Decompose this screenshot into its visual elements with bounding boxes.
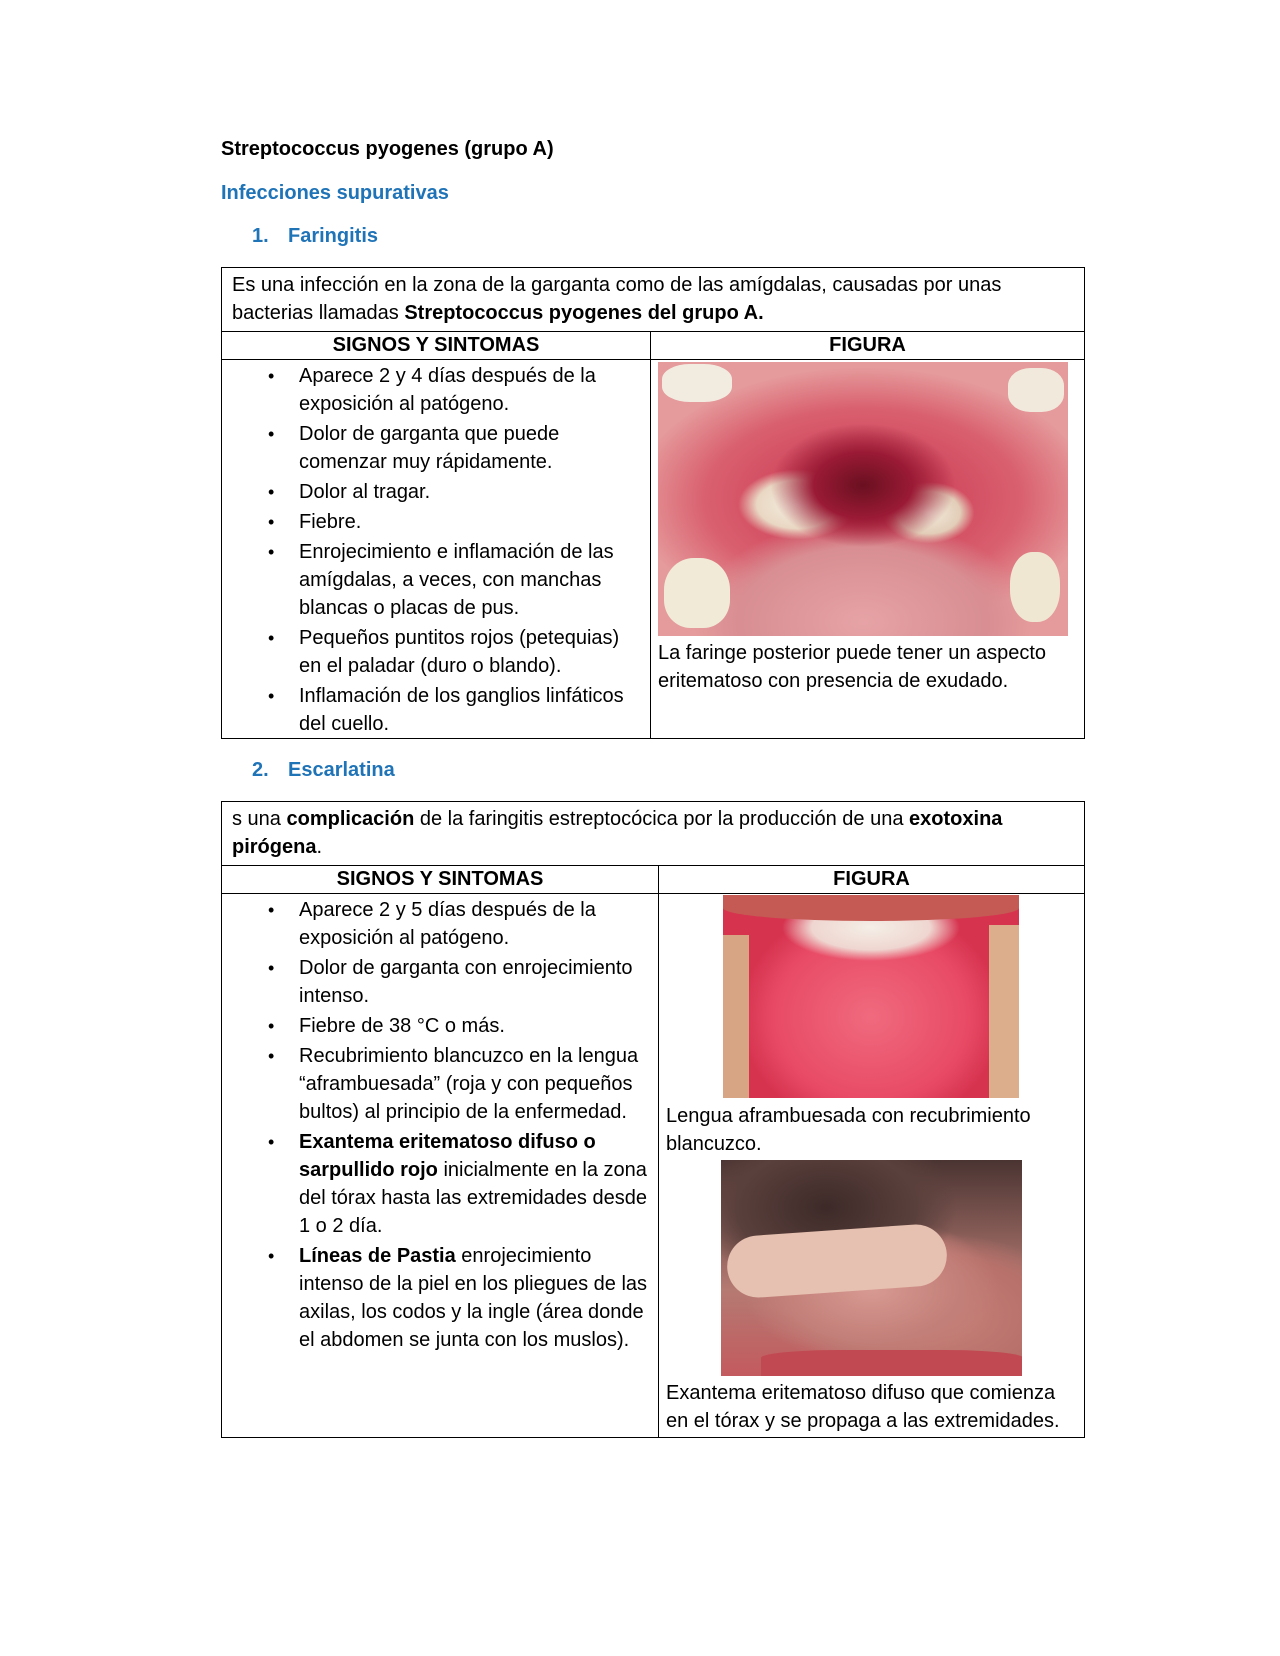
header-row xyxy=(222,866,1085,894)
list-item: • Dolor al tragar. xyxy=(222,478,650,506)
intro-bold-text: complicación xyxy=(286,808,415,830)
intro-row xyxy=(222,802,1085,866)
intro-text: Es una infección en la zona de la garganta como de las amígdalas, causadas por unas bacterias llamadas xyxy=(232,274,1002,324)
tooth-shape xyxy=(662,364,732,402)
pastia-text: enrojecimiento intenso de la piel en los pliegues de las axilas, los codos y la ingle (área donde el abdomen se junta con los muslos). xyxy=(299,1245,648,1351)
escarlatina-intro xyxy=(222,802,1085,866)
tooth-shape xyxy=(664,558,730,628)
intro-row xyxy=(222,268,1085,332)
figure-caption-tongue: Lengua aframbuesada con recubrimiento blancuzco. xyxy=(666,1105,1031,1155)
faringitis-table xyxy=(221,267,1085,739)
intro-bold-text: Streptococcus pyogenes del grupo A. xyxy=(404,302,764,324)
rash-bold-text: Exantema eritematoso difuso o sarpullido rojo xyxy=(299,1131,596,1181)
tooth-shape xyxy=(1010,552,1060,622)
skin-shape xyxy=(989,925,1019,1098)
figure-cell xyxy=(651,360,1085,739)
rash-text: inicialmente en la zona del tórax hasta las extremidades desde 1 o 2 día. xyxy=(299,1159,647,1237)
document-title: Streptococcus pyogenes (grupo A) xyxy=(221,138,554,160)
intro-text: de la faringitis estreptocócica por la producción de una xyxy=(414,808,910,830)
rash-photo xyxy=(721,1160,1022,1376)
list-item: • Inflamación de los ganglios linfáticos del cuello. xyxy=(222,682,650,738)
intro-text: s una xyxy=(232,808,287,830)
heading-faringitis xyxy=(252,225,378,248)
header-row xyxy=(222,332,1085,360)
col-header-signs: SIGNOS Y SINTOMAS xyxy=(222,332,651,360)
col-header-signs: SIGNOS Y SINTOMAS xyxy=(222,866,659,894)
list-item: • Enrojecimiento e inflamación de las amígdalas, a veces, con manchas blancas o placas de pus. xyxy=(222,538,650,622)
content-row xyxy=(222,894,1085,1438)
list-item: • Pequeños puntitos rojos (petequias) en el paladar (duro o blando). xyxy=(222,624,650,680)
intro-bold-text: exotoxina pirógena xyxy=(232,808,1003,858)
heading-number: 1. xyxy=(252,225,269,247)
col-header-figure: FIGURA xyxy=(659,866,1085,894)
tooth-shape xyxy=(1008,368,1064,412)
intro-text: . xyxy=(316,836,323,858)
list-item: • Dolor de garganta que puede comenzar muy rápidamente. xyxy=(222,420,650,476)
heading-text: Faringitis xyxy=(288,225,379,247)
figure-caption: La faringe posterior puede tener un aspecto eritematoso con presencia de exudado. xyxy=(658,642,1047,692)
list-item: • Fiebre de 38 °C o más. xyxy=(222,1012,658,1040)
skin-shape xyxy=(723,935,749,1098)
throat-photo xyxy=(658,362,1068,636)
cloth-shape xyxy=(761,1350,1022,1376)
list-item: • Fiebre. xyxy=(222,508,650,536)
lip-shape xyxy=(723,895,1019,921)
list-item xyxy=(222,1128,658,1240)
symptoms-cell xyxy=(222,894,659,1438)
tongue-photo xyxy=(723,895,1019,1098)
faringitis-intro xyxy=(222,268,1085,332)
col-header-figure: FIGURA xyxy=(651,332,1085,360)
figure-cell xyxy=(659,894,1085,1438)
symptom-list xyxy=(222,896,658,1354)
symptom-list xyxy=(222,362,650,738)
list-item xyxy=(222,1242,658,1354)
pastia-bold-text: Líneas de Pastia xyxy=(299,1245,456,1267)
content-row xyxy=(222,360,1085,739)
heading-number: 2. xyxy=(252,759,269,781)
heading-text: Escarlatina xyxy=(288,759,395,781)
heading-escarlatina xyxy=(252,759,395,782)
list-item: • Recubrimiento blancuzco en la lengua “aframbuesada” (roja y con pequeños bultos) al principio de la enfermedad. xyxy=(222,1042,658,1126)
escarlatina-table xyxy=(221,801,1085,1438)
arm-shape xyxy=(725,1222,949,1299)
figure-caption-rash: Exantema eritematoso difuso que comienza en el tórax y se propaga a las extremidades. xyxy=(666,1382,1060,1432)
symptoms-cell xyxy=(222,360,651,739)
list-item: • Dolor de garganta con enrojecimiento intenso. xyxy=(222,954,658,1010)
section-title: Infecciones supurativas xyxy=(221,182,449,204)
list-item: • Aparece 2 y 5 días después de la exposición al patógeno. xyxy=(222,896,658,952)
list-item: • Aparece 2 y 4 días después de la exposición al patógeno. xyxy=(222,362,650,418)
